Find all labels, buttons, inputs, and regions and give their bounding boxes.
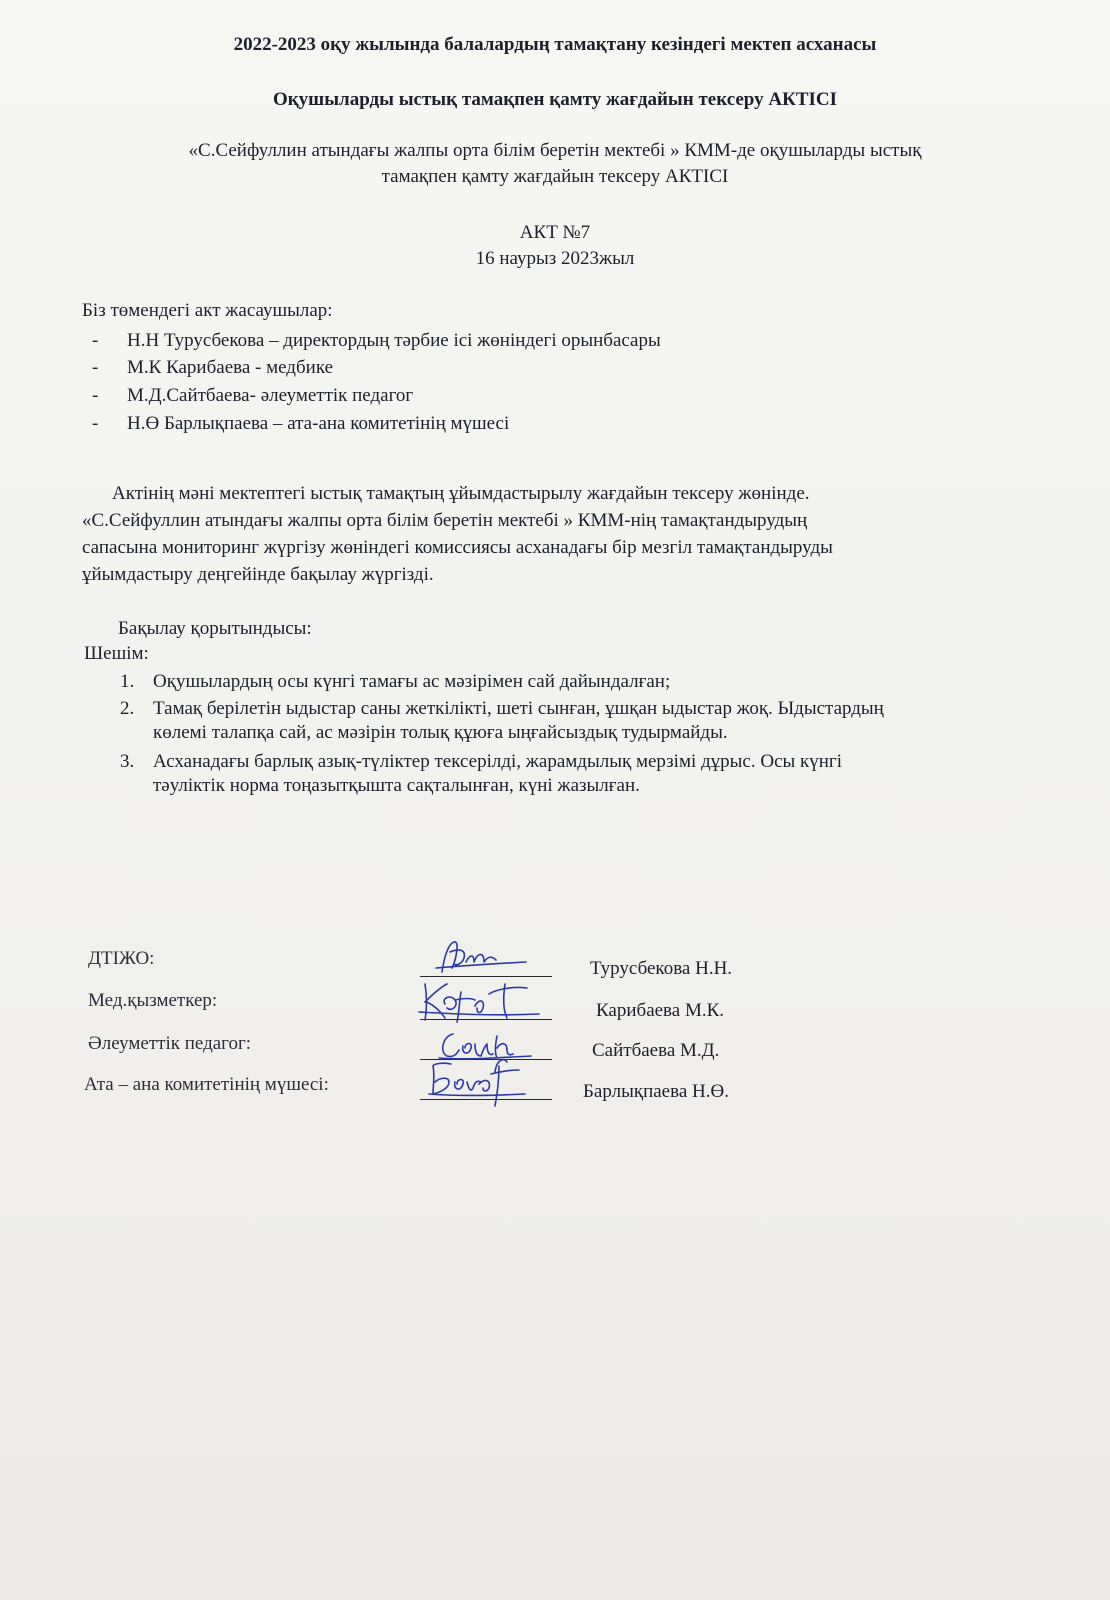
signature-role: ДТІЖО: (88, 948, 155, 969)
list-dash: - (92, 385, 99, 406)
paragraph-line: ұйымдастыру деңгейінде бақылау жүргізді. (82, 564, 434, 585)
member-text: Н.Ө Барлықпаева – ата-ана комитетінің мүшесі (127, 413, 510, 434)
decision-text: Тамақ берілетін ыдыстар саны жеткілікті, шеті сынған, ұшқан ыдыстар жоқ. Ыдыстардың (153, 698, 884, 719)
member-text: М.Д.Сайтбаева- әлеуметтік педагог (127, 385, 414, 406)
decision-text: Асханадағы барлық азық-түліктер тексерілді, жарамдылық мерзімі дұрыс. Осы күнгі (153, 751, 843, 772)
list-dash: - (92, 330, 99, 351)
member-text: М.К Карибаева - медбике (127, 357, 334, 378)
handwritten-signature-2 (415, 978, 545, 1026)
decision-text: көлемі талапқа сай, ас мәзірін толық құюға ыңғайсыздық тудырмайды. (153, 722, 728, 743)
decision-number: 3. (120, 751, 135, 772)
signature-role: Әлеуметтік педагог: (88, 1033, 252, 1054)
decision-number: 1. (120, 671, 135, 692)
document-header-line1: 2022-2023 оқу жылында балалардың тамақтану кезіндегі мектеп асханасы (233, 34, 877, 55)
subtitle-line1: «С.Сейфуллин атындағы жалпы орта білім беретін мектебі » КММ-де оқушыларды ыстық (188, 140, 922, 161)
list-dash: - (92, 413, 99, 434)
signature-role: Ата – ана комитетінің мүшесі: (84, 1074, 329, 1095)
document-header-line2: Оқушыларды ыстық тамақпен қамту жағдайын тексеру АКТІСІ (272, 89, 838, 110)
results-heading: Бақылау қорытындысы: (118, 618, 312, 639)
signature-role: Мед.қызметкер: (88, 990, 218, 1011)
member-text: Н.Н Турусбекова – директордың тәрбие ісі жөніндегі орынбасары (127, 330, 661, 351)
paragraph-line: сапасына мониторинг жүргізу жөніндегі комиссиясы асханадағы бір мезгіл тамақтандыруды (82, 537, 833, 558)
list-dash: - (92, 357, 99, 378)
paragraph-line: Актінің мәні мектептегі ыстық тамақтың ұйымдастырылу жағдайын тексеру жөнінде. (112, 483, 810, 504)
signature-name: Карибаева М.К. (596, 1000, 725, 1021)
signature-name: Барлықпаева Н.Ө. (583, 1081, 729, 1102)
paragraph-line: «С.Сейфуллин атындағы жалпы орта білім беретін мектебі » КММ-нің тамақтандырудың (82, 510, 808, 531)
decision-text: Оқушылардың осы күнгі тамағы ас мәзірімен сай дайындалған; (153, 671, 671, 692)
act-date: 16 наурыз 2023жыл (475, 248, 635, 269)
decision-heading: Шешім: (84, 643, 149, 664)
handwritten-signature-1 (430, 938, 540, 978)
act-number: АКТ №7 (519, 222, 591, 243)
handwritten-signature-4 (425, 1052, 535, 1110)
decision-text: тәуліктік норма тоңазытқышта сақталынған, күні жазылған. (153, 775, 640, 796)
members-intro: Біз төмендегі акт жасаушылар: (82, 300, 333, 321)
signature-name: Турусбекова Н.Н. (590, 958, 733, 979)
subtitle-line2: тамақпен қамту жағдайын тексеру АКТІСІ (381, 166, 729, 187)
signature-name: Сайтбаева М.Д. (592, 1040, 720, 1061)
decision-number: 2. (120, 698, 135, 719)
